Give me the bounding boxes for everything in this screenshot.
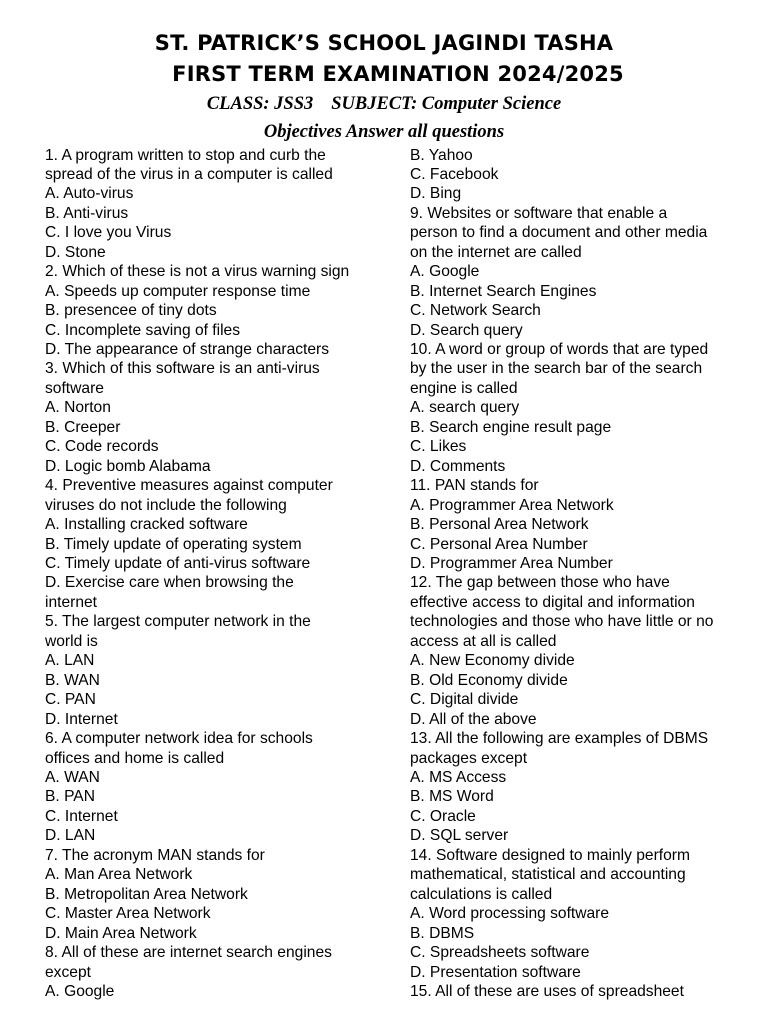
question-line: except <box>45 963 91 981</box>
question-line: D. The appearance of strange characters <box>45 341 330 359</box>
subject-label: SUBJECT: Computer Science <box>331 94 562 114</box>
question-line: 9. Websites or software that enable a <box>410 204 668 222</box>
question-line: person to find a document and other media <box>410 224 708 242</box>
question-line: A. Man Area Network <box>45 866 193 884</box>
question-line: A. Google <box>410 263 480 281</box>
question-line: 5. The largest computer network in the <box>45 613 311 631</box>
question-line: on the internet are called <box>410 243 582 261</box>
question-line: mathematical, statistical and accounting <box>410 866 686 884</box>
question-line: C. Incomplete saving of files <box>45 321 241 339</box>
question-line: world is <box>45 632 98 650</box>
exam-title: FIRST TERM EXAMINATION 2024/2025 <box>172 62 624 86</box>
question-line: A. Word processing software <box>410 905 610 923</box>
question-line: D. Programmer Area Number <box>410 555 613 573</box>
question-line: D. Presentation software <box>410 963 581 981</box>
question-line: C. I love you Virus <box>45 224 172 242</box>
question-line: B. Search engine result page <box>410 418 612 436</box>
question-line: packages except <box>410 749 528 767</box>
question-line: C. Internet <box>45 807 118 825</box>
question-line: 15. All of these are uses of spreadsheet <box>410 982 684 1000</box>
question-line: A. Speeds up computer response time <box>45 282 311 300</box>
question-line: D. Comments <box>410 457 506 475</box>
class-label: CLASS: JSS3 <box>206 94 314 114</box>
right-column <box>410 146 740 1002</box>
question-line: B. WAN <box>45 671 100 689</box>
class-subject-line <box>0 92 768 116</box>
question-line: technologies and those who have little or no <box>410 613 714 631</box>
question-line: C. Oracle <box>410 807 476 825</box>
question-line: C. Spreadsheets software <box>410 944 590 962</box>
question-line: D. Main Area Network <box>45 924 197 942</box>
question-line: 4. Preventive measures against computer <box>45 477 333 495</box>
question-line: B. Creeper <box>45 418 121 436</box>
question-line: internet <box>45 593 98 611</box>
question-line: C. Timely update of anti-virus software <box>45 555 311 573</box>
question-line: C. Code records <box>45 438 159 456</box>
question-line: 2. Which of these is not a virus warning sign <box>45 263 350 281</box>
question-line: D. Logic bomb Alabama <box>45 457 211 475</box>
question-line: B. Personal Area Network <box>410 516 589 534</box>
question-line: software <box>45 379 104 397</box>
question-line: B. Metropolitan Area Network <box>45 885 248 903</box>
question-line: D. Search query <box>410 321 523 339</box>
question-line: effective access to digital and information <box>410 593 695 611</box>
question-line: A. WAN <box>45 769 100 786</box>
question-line: A. Programmer Area Network <box>410 496 614 514</box>
question-line: D. LAN <box>45 827 96 845</box>
question-line: 14. Software designed to mainly perform <box>410 846 690 864</box>
question-line: C. Likes <box>410 438 467 456</box>
question-line: B. Internet Search Engines <box>410 282 597 300</box>
question-line: D. Bing <box>410 185 462 203</box>
question-line: A. LAN <box>45 652 95 670</box>
question-line: 11. PAN stands for <box>410 477 539 495</box>
question-line: A. Installing cracked software <box>45 516 248 534</box>
question-line: spread of the virus in a computer is called <box>45 165 333 183</box>
question-line: B. PAN <box>45 788 95 806</box>
question-line: B. DBMS <box>410 924 475 942</box>
question-line: B. Yahoo <box>410 146 473 164</box>
question-line: A. MS Access <box>410 769 507 786</box>
question-line: A. Google <box>45 982 115 1000</box>
question-line: B. Anti-virus <box>45 204 129 222</box>
left-column <box>45 146 380 1002</box>
question-line: A. Norton <box>45 399 111 417</box>
question-line: 1. A program written to stop and curb the <box>45 146 326 164</box>
question-line: C. Personal Area Number <box>410 535 588 553</box>
question-line: C. Facebook <box>410 165 499 183</box>
instructions: Objectives Answer all questions <box>263 122 505 142</box>
question-line: by the user in the search bar of the search <box>410 360 703 378</box>
question-line: 10. A word or group of words that are typed <box>410 341 709 359</box>
question-line: offices and home is called <box>45 749 225 767</box>
question-line: C. Digital divide <box>410 691 519 709</box>
question-line: 6. A computer network idea for schools <box>45 730 313 748</box>
question-line: 13. All the following are examples of DBMS <box>410 730 709 748</box>
question-line: D. Stone <box>45 243 106 261</box>
question-line: B. Timely update of operating system <box>45 535 302 553</box>
question-line: C. Master Area Network <box>45 905 211 923</box>
question-line: viruses do not include the following <box>45 496 287 514</box>
question-line: D. SQL server <box>410 827 509 845</box>
question-line: 3. Which of this software is an anti-virus <box>45 360 320 378</box>
question-line: B. presencee of tiny dots <box>45 302 217 320</box>
question-line: D. Internet <box>45 710 118 728</box>
question-line: engine is called <box>410 379 518 397</box>
question-line: D. All of the above <box>410 710 537 728</box>
question-line: C. Network Search <box>410 302 541 320</box>
question-line: A. Auto-virus <box>45 185 134 203</box>
question-line: 12. The gap between those who have <box>410 574 670 592</box>
question-line: 7. The acronym MAN stands for <box>45 846 265 864</box>
school-name: ST. PATRICK’S SCHOOL JAGINDI TASHA <box>154 31 614 55</box>
question-line: access at all is called <box>410 632 557 650</box>
question-line: A. New Economy divide <box>410 652 575 670</box>
question-line: B. MS Word <box>410 788 494 806</box>
question-line: B. Old Economy divide <box>410 671 568 689</box>
question-line: C. PAN <box>45 691 96 709</box>
question-line: D. Exercise care when browsing the <box>45 574 294 592</box>
question-line: 8. All of these are internet search engines <box>45 944 332 962</box>
question-line: calculations is called <box>410 885 553 903</box>
question-line: A. search query <box>410 399 520 417</box>
